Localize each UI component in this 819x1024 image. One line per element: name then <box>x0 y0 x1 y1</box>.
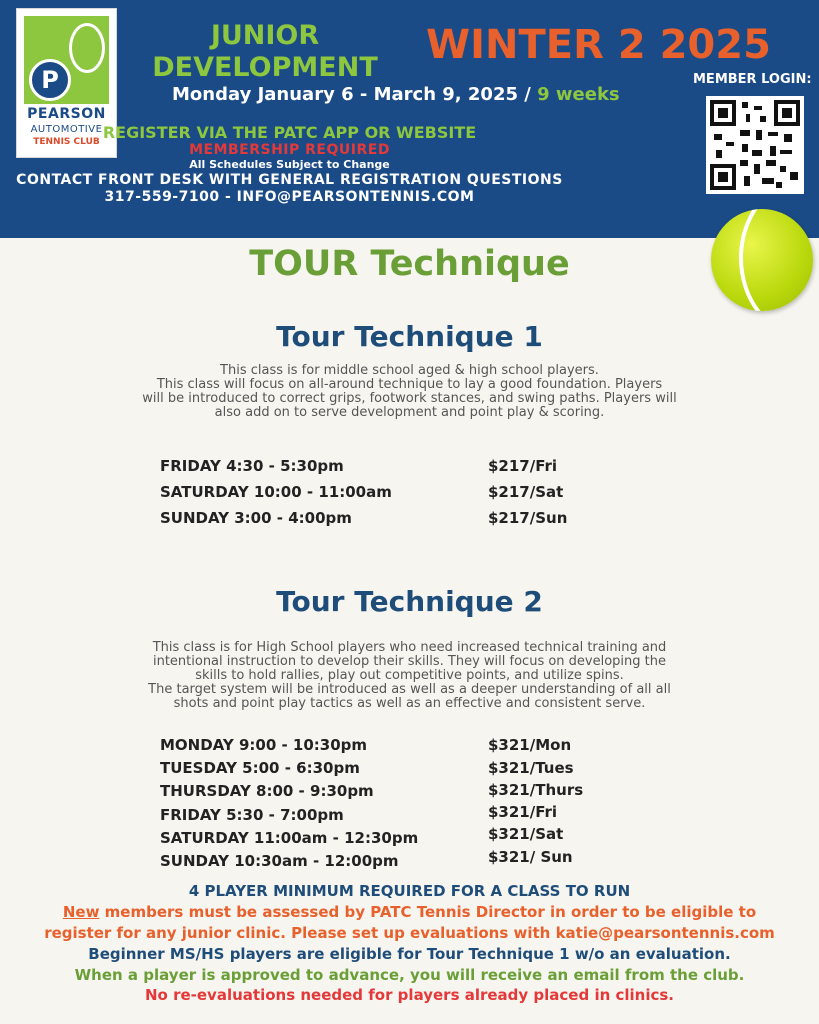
logo-line3: TENNIS CLUB <box>33 137 100 147</box>
new-word: New <box>62 903 100 921</box>
tennis-racket-icon <box>69 23 105 73</box>
section-title-tour-technique-2: Tour Technique 2 <box>276 585 543 618</box>
schedule-price: $217/Fri <box>488 457 558 475</box>
schedule-time: FRIDAY 4:30 - 5:30pm <box>160 457 344 475</box>
member-login-label: MEMBER LOGIN: <box>693 72 812 87</box>
page-title: TOUR Technique <box>249 244 570 284</box>
description-line: shots and point play tactics as well as an effective and consistent serve. <box>173 696 646 711</box>
description-line: This class is for middle school aged & high school players. <box>220 363 599 378</box>
p-logo-icon: P <box>29 59 71 101</box>
schedule-price: $217/Sat <box>488 483 564 501</box>
schedule-disclaimer: All Schedules Subject to Change <box>189 158 390 171</box>
contact-instructions: CONTACT FRONT DESK WITH GENERAL REGISTRATION QUESTIONS <box>16 172 563 188</box>
description-line: This class is for High School players who need increased technical training and <box>152 640 667 655</box>
schedule-price: $321/Tues <box>488 759 574 777</box>
program-title-line2: DEVELOPMENT <box>152 52 378 83</box>
evaluation-note: register for any junior clinic. Please set up evaluations with katie@pearsontennis.com <box>44 924 775 942</box>
contact-phone-email: 317-559-7100 - INFO@PEARSONTENNIS.COM <box>104 189 475 205</box>
description-line: skills to hold rallies, play out competitive points, and utilize spins. <box>195 668 624 683</box>
season-title: WINTER 2 2025 <box>426 22 771 68</box>
description-line: also add on to serve development and point play & scoring. <box>214 405 605 420</box>
minimum-players-note: 4 PLAYER MINIMUM REQUIRED FOR A CLASS TO RUN <box>188 882 631 900</box>
schedule-time: SATURDAY 11:00am - 12:30pm <box>160 829 419 847</box>
header-banner <box>0 0 819 238</box>
program-title-line1: JUNIOR <box>210 20 320 51</box>
schedule-price: $321/Sat <box>488 825 564 843</box>
membership-required: MEMBERSHIP REQUIRED <box>189 142 390 158</box>
dates-text: Monday January 6 - March 9, 2025 / <box>172 84 538 105</box>
description-line: This class will focus on all-around technique to lay a good foundation. Players <box>156 377 663 392</box>
description-line: The target system will be introduced as well as a deeper understanding of all all <box>148 682 671 697</box>
no-reevaluation-note: No re-evaluations needed for players already placed in clinics. <box>145 986 674 1004</box>
beginner-note: Beginner MS/HS players are eligible for Tour Technique 1 w/o an evaluation. <box>88 945 731 963</box>
description-line: intentional instruction to develop their skills. They will focus on developing the <box>152 654 667 669</box>
schedule-price: $217/Sun <box>488 509 568 527</box>
session-dates <box>172 84 620 105</box>
schedule-price: $321/Fri <box>488 803 558 821</box>
schedule-price: $321/Mon <box>488 736 572 754</box>
schedule-price: $321/ Sun <box>488 848 573 866</box>
schedule-time: SUNDAY 3:00 - 4:00pm <box>160 509 352 527</box>
schedule-time: THURSDAY 8:00 - 9:30pm <box>160 782 374 800</box>
member-login-qr-code[interactable] <box>706 96 804 194</box>
logo-line1: PEARSON <box>27 106 106 122</box>
weeks-count: 9 weeks <box>537 84 620 105</box>
qr-code-icon <box>710 100 800 190</box>
schedule-price: $321/Thurs <box>488 781 584 799</box>
schedule-time: SUNDAY 10:30am - 12:00pm <box>160 852 399 870</box>
schedule-time: FRIDAY 5:30 - 7:00pm <box>160 806 344 824</box>
section-description-1 <box>100 364 719 420</box>
logo-line2: AUTOMOTIVE <box>30 124 103 135</box>
advance-note: When a player is approved to advance, you will receive an email from the club. <box>74 966 745 984</box>
section-title-tour-technique-1: Tour Technique 1 <box>276 320 543 353</box>
new-members-note <box>0 903 819 921</box>
schedule-time: SATURDAY 10:00 - 11:00am <box>160 483 392 501</box>
schedule-time: TUESDAY 5:00 - 6:30pm <box>160 759 360 777</box>
section-description-2 <box>100 641 719 711</box>
description-line: will be introduced to correct grips, footwork stances, and swing paths. Players will <box>142 391 677 406</box>
register-instructions: REGISTER VIA THE PATC APP OR WEBSITE <box>102 123 477 142</box>
new-members-text: members must be assessed by PATC Tennis Director in order to be eligible to <box>99 903 757 921</box>
schedule-time: MONDAY 9:00 - 10:30pm <box>160 736 368 754</box>
